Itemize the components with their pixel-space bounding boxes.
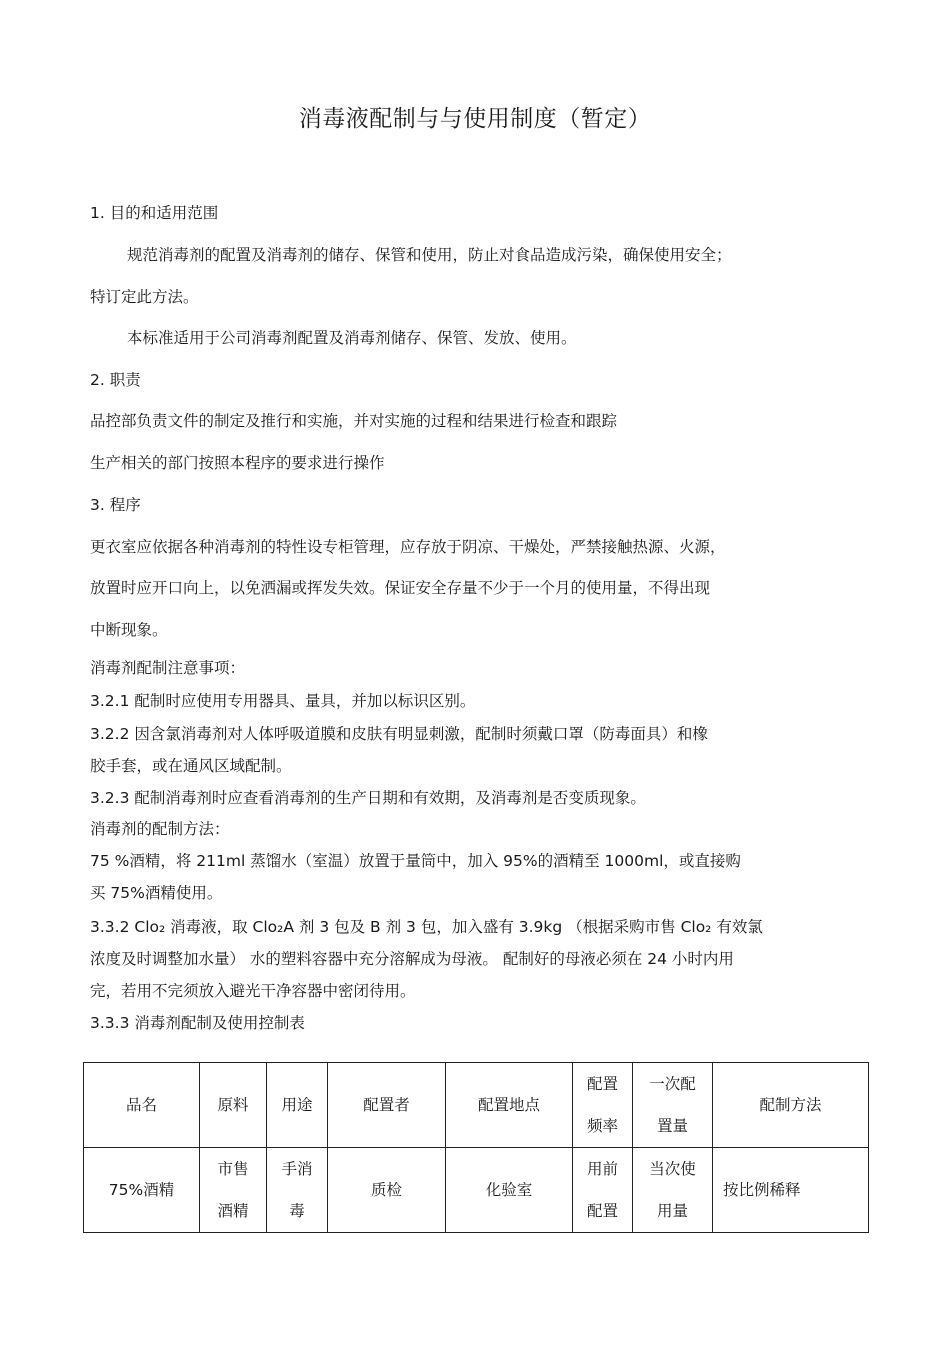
header-cell: 配置 频率 bbox=[573, 1063, 633, 1148]
paragraph-line: 75 %酒精，将 211ml 蒸馏水（室温）放置于量筒中，加入 95%的酒精至 1000ml，或直接购 bbox=[90, 852, 741, 870]
paragraph-line: 3.2.1 配制时应使用专用器具、量具，并加以标识区别。 bbox=[90, 692, 476, 710]
paragraph-line: 消毒剂配制注意事项： bbox=[90, 659, 246, 677]
paragraph-line: 买 75%酒精使用。 bbox=[90, 884, 223, 902]
paragraph-line: 放置时应开口向上，以免洒漏或挥发失效。保证安全存量不少于一个月的使用量，不得出现 bbox=[90, 579, 711, 597]
disinfectant-control-table bbox=[83, 1062, 869, 1233]
table-cell: 化验室 bbox=[446, 1148, 573, 1233]
paragraph-line: 胶手套，或在通风区域配制。 bbox=[90, 757, 292, 775]
header-cell: 一次配 置量 bbox=[633, 1063, 713, 1148]
section-1-heading: 1. 目的和适用范围 bbox=[90, 204, 219, 222]
paragraph-line: 更衣室应依据各种消毒剂的特性设专柜管理，应存放于阴凉、干燥处，严禁接触热源、火源， bbox=[90, 538, 726, 556]
header-cell: 配制方法 bbox=[713, 1063, 869, 1148]
header-cell: 原料 bbox=[200, 1063, 267, 1148]
paragraph-line: 生产相关的部门按照本程序的要求进行操作 bbox=[90, 454, 385, 472]
paragraph-line: 中断现象。 bbox=[90, 621, 168, 639]
table-cell: 当次使 用量 bbox=[633, 1148, 713, 1233]
paragraph-line: 规范消毒剂的配置及消毒剂的储存、保管和使用，防止对食品造成污染，确保使用安全； bbox=[127, 246, 732, 264]
table-cell: 用前 配置 bbox=[573, 1148, 633, 1233]
paragraph-line: 特订定此方法。 bbox=[90, 288, 199, 306]
header-cell: 用途 bbox=[267, 1063, 328, 1148]
table-cell: 市售 酒精 bbox=[200, 1148, 267, 1233]
table-cell: 75%酒精 bbox=[84, 1148, 200, 1233]
paragraph-line: 完，若用不完须放入避光干净容器中密闭待用。 bbox=[90, 982, 416, 1000]
paragraph-line: 3.3.2 Clo₂ 消毒液，取 Clo₂A 剂 3 包及 B 剂 3 包，加入盛有 3.9kg （根据采购市售 Clo₂ 有效氯 bbox=[90, 918, 763, 936]
paragraph-line: 3.2.3 配制消毒剂时应查看消毒剂的生产日期和有效期，及消毒剂是否变质现象。 bbox=[90, 789, 646, 807]
table-cell: 质检 bbox=[328, 1148, 446, 1233]
header-cell: 配置者 bbox=[328, 1063, 446, 1148]
paragraph-line: 品控部负责文件的制定及推行和实施，并对实施的过程和结果进行检查和跟踪 bbox=[90, 412, 618, 430]
document-title: 消毒液配制与与使用制度（暂定） bbox=[298, 106, 652, 132]
table-cell: 手消 毒 bbox=[267, 1148, 328, 1233]
paragraph-line: 消毒剂的配制方法： bbox=[90, 820, 230, 838]
table-cell: 按比例稀释 bbox=[713, 1148, 869, 1233]
paragraph-line: 3.2.2 因含氯消毒剂对人体呼吸道膜和皮肤有明显刺激，配制时须戴口罩（防毒面具）和橡 bbox=[90, 725, 708, 743]
paragraph-line: 浓度及时调整加水量） 水的塑料容器中充分溶解成为母液。 配制好的母液必须在 24 小时内用 bbox=[90, 950, 734, 968]
header-cell: 配置地点 bbox=[446, 1063, 573, 1148]
header-cell: 品名 bbox=[84, 1063, 200, 1148]
table-row bbox=[84, 1148, 869, 1233]
section-3-heading: 3. 程序 bbox=[90, 496, 141, 514]
table-header-row bbox=[84, 1063, 869, 1148]
section-2-heading: 2. 职责 bbox=[90, 371, 141, 389]
paragraph-line: 3.3.3 消毒剂配制及使用控制表 bbox=[90, 1014, 305, 1032]
paragraph-line: 本标准适用于公司消毒剂配置及消毒剂储存、保管、发放、使用。 bbox=[127, 329, 577, 347]
